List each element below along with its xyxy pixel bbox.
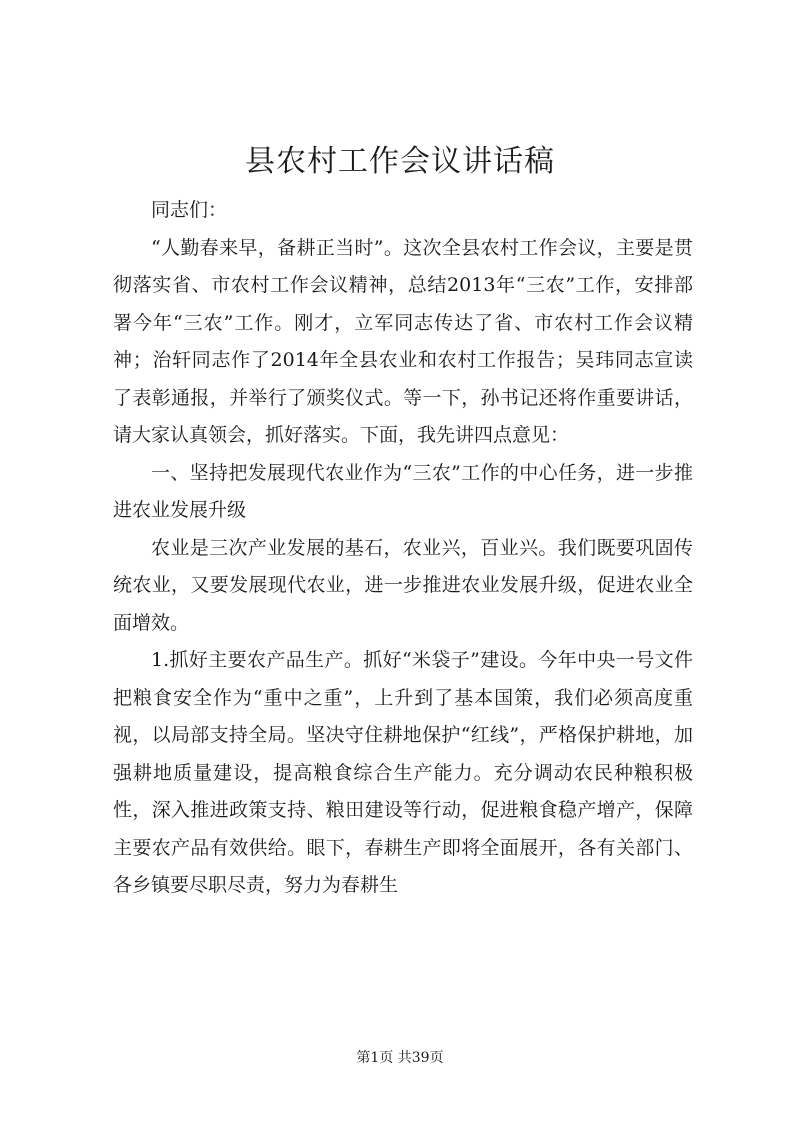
paragraph-item-1: 1.抓好主要农产品生产。抓好“米袋子”建设。今年中央一号文件把粮食安全作为“重中之重”，上升到了基本国策，我们必须高度重视，以局部支持全局。坚决守住耕地保护“红线”，严格保护耕地，加强耕地质量建设，提高粮食综合生产能力。充分调动农民种粮积极性，深入推进政策支持、粮田建设等行动，促进粮食稳产增产，保障主要农产品有效供给。眼下，春耕生产即将全面展开，各有关部门、各乡镇要尽职尽责，努力为春耕生 — [113, 649, 693, 896]
paragraph-agriculture: 农业是三次产业发展的基石，农业兴，百业兴。我们既要巩固传统农业，又要发展现代农业，进一步推进农业发展升级，促进农业全面增效。 — [113, 536, 693, 634]
page-footer: 第1页 共39页 — [356, 1050, 444, 1066]
paragraph-intro: “人勤春来早，备耕正当时”。这次全县农村工作会议，主要是贯彻落实省、市农村工作会议精神，总结2013年“三农”工作，安排部署今年“三农”工作。刚才，立军同志传达了省、市农村工作会议精神；治轩同志作了2014年全县农业和农村工作报告；吴玮同志宣读了表彰通报，并举行了颁奖仪式。等一下，孙书记还将作重要讲话，请大家认真领会，抓好落实。下面，我先讲四点意见： — [113, 236, 693, 446]
section-heading-1: 一、坚持把发展现代农业作为“三农”工作的中心任务，进一步推进农业发展升级 — [113, 461, 693, 521]
salutation: 同志们： — [151, 199, 228, 221]
page-title: 县农村工作会议讲话稿 — [245, 144, 555, 179]
document-body — [113, 192, 693, 905]
